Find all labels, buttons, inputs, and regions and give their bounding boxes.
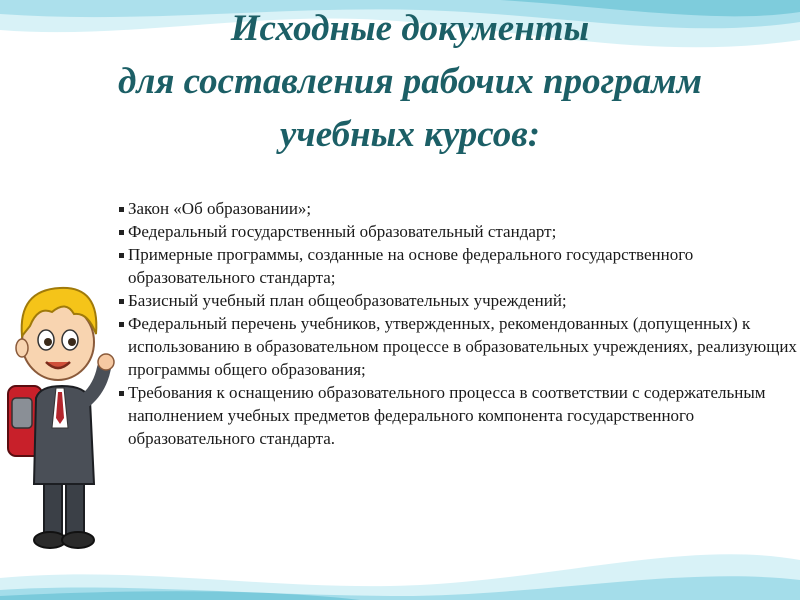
list-item-text: Федеральный государственный образовательный стандарт; <box>128 222 557 241</box>
title-line: для составления рабочих программ <box>118 61 702 102</box>
bullet-icon <box>119 207 124 212</box>
list-item <box>116 243 800 289</box>
list-item <box>116 197 800 220</box>
list-item <box>116 289 800 312</box>
page-title <box>40 2 780 161</box>
list-item-text: Базисный учебный план общеобразовательных учреждений; <box>128 291 567 310</box>
list-item <box>116 381 800 450</box>
bullet-icon <box>119 253 124 258</box>
list-item-text: Требования к оснащению образовательного процесса в соответствии с содержательным наполнением учебных предметов федерального компонента государственного образовательного стандарта. <box>128 383 766 448</box>
list-item-text: Примерные программы, созданные на основе федерального государственного образовательного стандарта; <box>128 245 694 287</box>
list-item <box>116 312 800 381</box>
bullet-icon <box>119 230 124 235</box>
title-line: Исходные документы <box>230 8 590 49</box>
list-item-text: Закон «Об образовании»; <box>128 199 312 218</box>
schoolboy-illustration <box>0 278 120 558</box>
document-list <box>116 197 800 450</box>
list-item-text: Федеральный перечень учебников, утвержденных, рекомендованных (допущенных) к использованию в образовательном процессе в образовательных учреждениях, реализующих программы общего образования; <box>128 314 797 379</box>
title-line: учебных курсов: <box>279 114 541 155</box>
list-item <box>116 220 800 243</box>
